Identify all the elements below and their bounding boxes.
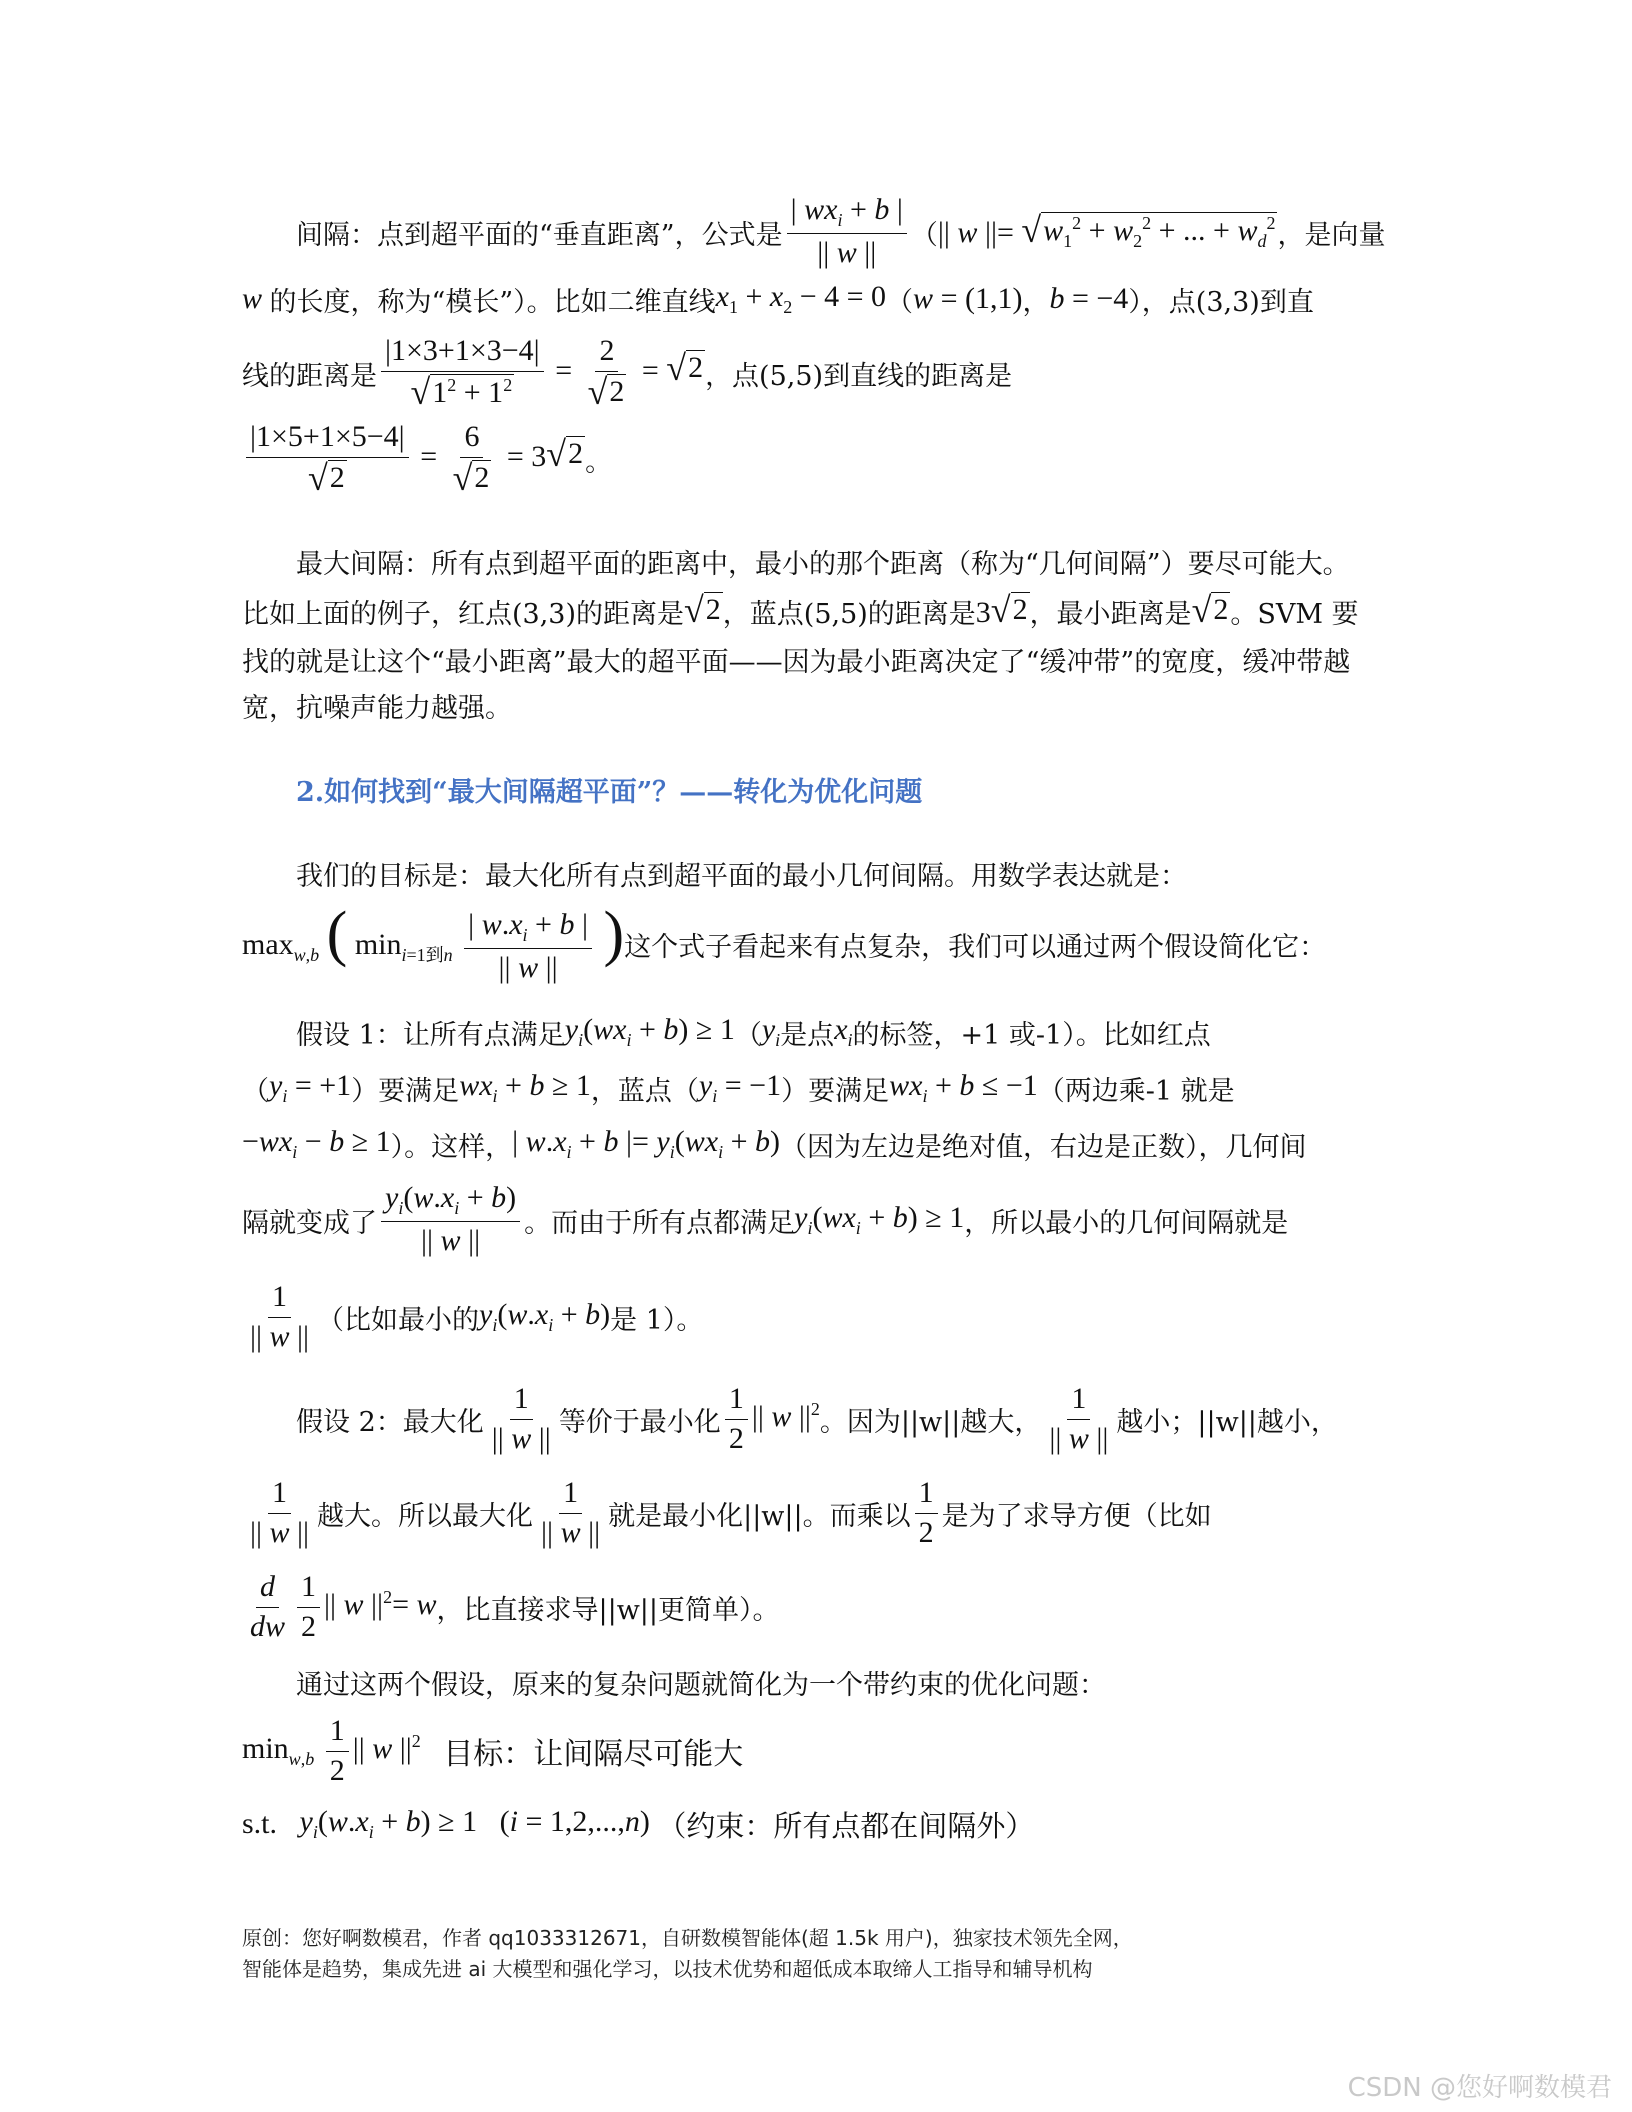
- formula-distance: $\frac{| wx_i + b |}{|| w ||}$: [783, 193, 911, 270]
- text: （: [910, 219, 938, 251]
- formula-svm-constraint: $y_i(w.x_i + b) \ge 1$ (i = 1,2,...,n): [299, 1805, 658, 1842]
- text: （因为左边是绝对值，右边是正数），几何间: [780, 1131, 1307, 1163]
- formula-inv-norm-a: $\frac{1}{|| w ||}$: [491, 1382, 551, 1455]
- paragraph-max-margin: [242, 536, 1392, 728]
- footer-line-1: 原创：您好啊数模君，作者 qq1033312671，自研数模智能体(超 1.5k 用户)，独家技术领先全网，: [242, 1926, 1133, 1950]
- text: （: [734, 1019, 762, 1051]
- paragraph-optimization-problem: [242, 1656, 1392, 1854]
- formula-geometric-margin: $\frac{y_i(w.x_i + b)}{|| w ||}$: [377, 1181, 524, 1258]
- formula-line: $x_1 + x_2 - 4 = 0$: [715, 280, 887, 317]
- formula-blue-constraint: $wx_i + b \le -1$: [889, 1069, 1038, 1106]
- formula-objective: $\min_{w,b}$ $\frac{1}{2}$ || w $||^2$: [242, 1714, 421, 1787]
- formula-distance-33: |1×3+1×3−4| √ $1^2 + 1^2$ = 2 √ 2 = √ 2: [377, 334, 705, 412]
- paragraph-assumption-1: [242, 1004, 1392, 1366]
- text: 。因为||w||越大，: [819, 1406, 1042, 1438]
- text: 是点: [780, 1019, 835, 1051]
- formula-one-over-norm: $\frac{1}{|| w ||}$: [250, 1280, 310, 1353]
- text: ）。这样，: [390, 1131, 513, 1163]
- text: 。而由于所有点都满足: [524, 1207, 795, 1239]
- section-heading: 2.如何找到“最大间隔超平面”？——转化为优化问题: [296, 777, 923, 808]
- formula-sqrt2: √ 2: [684, 590, 721, 630]
- formula-neg-constraint: $-wx_i - b \ge 1$: [242, 1125, 391, 1162]
- text: 等价于最小化: [558, 1406, 721, 1438]
- text: ），点(3,3)到直: [1128, 286, 1314, 318]
- formula-yi: $y_i$: [761, 1013, 781, 1050]
- text: ，: [1022, 286, 1050, 318]
- csdn-watermark: CSDN @您好啊数模君: [1347, 2073, 1612, 2103]
- text: ）要满足: [351, 1075, 460, 1107]
- formula-yi-pos: $y_i = +1$: [269, 1069, 352, 1106]
- text: ，最小距离是: [1029, 598, 1192, 630]
- formula-constraint-2: $y_i(wx_i + b) \ge 1$: [794, 1201, 965, 1238]
- formula-b-value: b = −4: [1049, 282, 1129, 315]
- text: （两边乘-1 就是: [1037, 1075, 1235, 1107]
- formula-norm: || w ||= √ $w_1^2 + w_2^2$ + ... + $w_d^2$: [937, 210, 1276, 251]
- text: 通过这两个假设，原来的复杂问题就简化为一个带约束的优化问题：: [296, 1669, 1106, 1701]
- text: ，是向量: [1277, 219, 1386, 251]
- formula-constraint: $y_i(wx_i + b) \ge 1$: [564, 1013, 735, 1050]
- text: （: [242, 1075, 269, 1107]
- text: ，点(5,5)到直线的距离是: [705, 360, 1013, 392]
- formula-w-value: w = (1,1): [913, 282, 1023, 315]
- paragraph-objective: [242, 848, 1392, 990]
- formula-max-min: $\max_{w,b}$ ( $\min_{i=1到n}$ $\frac{| w.x_i + b |}{|| w ||}$ ): [242, 899, 625, 984]
- text: 的标签，+1 或-1）。比如红点: [852, 1019, 1211, 1051]
- text: ，蓝点(5,5)的距离是: [722, 598, 976, 630]
- text: 最大间隔：所有点到超平面的距离中，最小的那个距离（称为“几何间隔”）要尽可能大。: [296, 548, 1350, 580]
- text: 宽，抗噪声能力越强。: [242, 692, 512, 724]
- text: ，比直接求导||w||更简单）。: [436, 1594, 780, 1626]
- text: 这个式子看起来有点复杂，我们可以通过两个假设简化它：: [624, 931, 1327, 963]
- formula-yi-neg: $y_i = -1$: [698, 1069, 782, 1106]
- text: ）要满足: [781, 1075, 890, 1107]
- text: 我们的目标是：最大化所有点到超平面的最小几何间隔。用数学表达就是：: [296, 860, 1187, 892]
- text: 比如上面的例子，红点(3,3)的距离是: [242, 598, 685, 630]
- formula-inv-norm-b: $\frac{1}{|| w ||}$: [1049, 1382, 1109, 1455]
- text: ，所以最小的几何间隔就是: [964, 1207, 1289, 1239]
- text: 假设 1：让所有点满足: [296, 1019, 565, 1051]
- text: 目标：让间隔尽可能大: [443, 1737, 744, 1772]
- text: 线的距离是: [242, 360, 377, 392]
- text: 是为了求导方便（比如: [941, 1500, 1212, 1532]
- footer-line-2: 智能体是趋势，集成先进 ai 大模型和强化学习，以技术优势和超低成本取缔人工指导和辅导机构: [242, 1957, 1093, 1981]
- formula-sqrt2-min: √ 2: [1191, 590, 1229, 630]
- formula-xi: $x_i$: [834, 1013, 853, 1050]
- text: 是 1）。: [610, 1304, 704, 1336]
- formula-derivative: $\frac{d}{dw}$ $\frac{1}{2}$ || w $||^2= w$: [250, 1570, 437, 1643]
- text: （约束：所有点都在间隔外）: [657, 1808, 1035, 1843]
- st-label: s.t.: [242, 1807, 278, 1840]
- formula-half: $\frac{1}{2}$: [911, 1476, 942, 1550]
- formula-half-norm-sq: $\frac{1}{2}$ || w $||^2$: [721, 1382, 820, 1456]
- formula-distance-55: |1×5+1×5−4| √ 2 = 6 √ 2 = 3 √ 2: [242, 420, 585, 498]
- text: 就是最小化||w||。而乘以: [608, 1500, 911, 1532]
- formula-abs-equality: | $w.x_i + b$ |= $y_i(wx_i + b)$: [512, 1125, 780, 1162]
- formula-min-margin: $y_i(w.x_i + b)$: [479, 1298, 611, 1335]
- text: 越小；||w||越小，: [1116, 1406, 1338, 1438]
- text: 假设 2：最大化: [296, 1406, 484, 1438]
- text: （比如最小的: [317, 1304, 480, 1336]
- text: 越大。所以最大化: [317, 1500, 534, 1532]
- formula-w: w: [242, 282, 263, 315]
- text: 隔就变成了: [242, 1207, 377, 1239]
- formula-inv-norm-c: $\frac{1}{|| w ||}$: [250, 1476, 310, 1549]
- formula-inv-norm-d: $\frac{1}{|| w ||}$: [541, 1476, 601, 1549]
- text: 的长度，称为“模长”）。比如二维直线: [269, 286, 716, 318]
- paragraph-assumption-2: [242, 1372, 1392, 1654]
- paragraph-interval-definition: [242, 193, 1392, 502]
- formula-3sqrt2: 3 √ 2: [975, 590, 1028, 630]
- text: 。: [585, 446, 613, 478]
- text: 找的就是让这个“最小距离”最大的超平面——因为最小距离决定了“缓冲带”的宽度，缓冲带越: [242, 646, 1351, 678]
- text: 。SVM 要: [1230, 598, 1359, 630]
- text: （: [886, 286, 914, 318]
- text: ，蓝点（: [590, 1075, 699, 1107]
- text: 间隔：点到超平面的“垂直距离”，公式是: [296, 219, 783, 251]
- formula-red-constraint: $wx_i + b \ge 1$: [459, 1069, 591, 1106]
